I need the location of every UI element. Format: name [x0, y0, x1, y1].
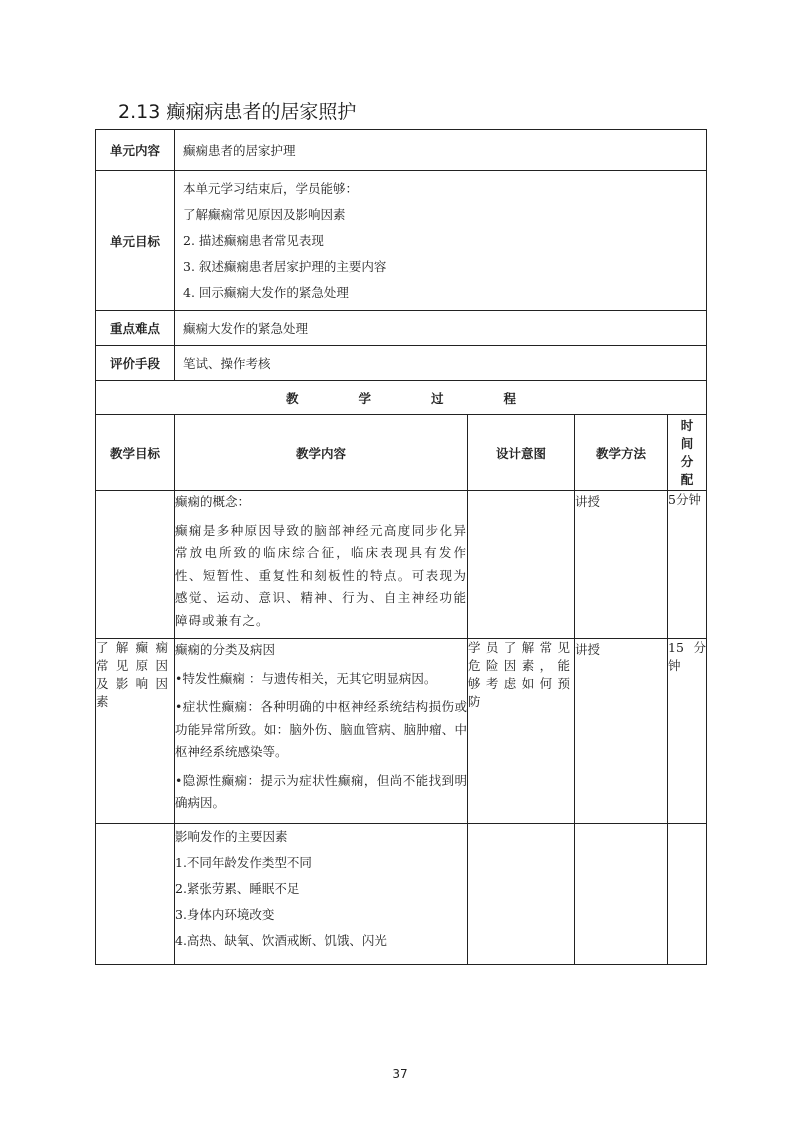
- content-paragraph: •特发性癫痫 ：与遗传相关，无其它明显病因。: [175, 670, 437, 686]
- section-title: 2.13 癫痫病患者的居家照护: [118, 101, 357, 123]
- table-row: [96, 639, 707, 824]
- row-design: [468, 491, 575, 639]
- process-heading-char: 学: [358, 390, 371, 406]
- table-row: [96, 824, 707, 965]
- row-design: [468, 824, 575, 965]
- time-header-char: 分: [680, 453, 694, 469]
- col-header-goal: 教学目标: [96, 415, 175, 491]
- row-goal: [96, 491, 175, 639]
- goal-line: 了解癫痫常见原因及影响因素: [183, 206, 346, 222]
- row-content: [175, 491, 468, 639]
- content-paragraph: •症状性癫痫：各种明确的中枢神经系统结构损伤或功能异常所致。如：脑外伤、脑血管病、脑肿瘤、中枢神经系统感染等。: [175, 699, 467, 759]
- content-paragraph: 癫痫的分类及病因: [175, 642, 276, 657]
- process-heading-char: 过: [431, 390, 444, 406]
- course-table: [95, 129, 707, 965]
- row-time: [668, 824, 707, 965]
- content-line: 影响发作的主要因素: [175, 829, 288, 844]
- goal-line: 本单元学习结束后，学员能够：: [183, 180, 359, 196]
- row-goal: [96, 824, 175, 965]
- unit-goal-value: [175, 171, 707, 311]
- process-heading: [96, 381, 707, 415]
- unit-content-value: 癫痫患者的居家护理: [175, 130, 707, 171]
- row-time: 5分钟: [668, 491, 707, 639]
- row-method: [575, 824, 668, 965]
- content-paragraph: 癫痫的概念：: [175, 494, 251, 509]
- column-header-row: [96, 415, 707, 491]
- content-line: 3.身体内环境改变: [175, 907, 275, 922]
- content-line: 4.高热、缺氧、饮酒戒断、饥饿、闪光: [175, 933, 387, 948]
- evaluation-label: 评价手段: [96, 346, 175, 381]
- key-points-row: [96, 311, 707, 346]
- row-method: 讲授: [575, 639, 668, 824]
- unit-content-label: 单元内容: [96, 130, 175, 171]
- time-header-char: 间: [680, 435, 694, 451]
- unit-content-row: [96, 130, 707, 171]
- goal-line: 2. 描述癫痫患者常见表现: [183, 232, 324, 248]
- col-header-content: 教学内容: [175, 415, 468, 491]
- unit-goal-row: [96, 171, 707, 311]
- row-content: [175, 639, 468, 824]
- key-points-value: 癫痫大发作的紧急处理: [175, 311, 707, 346]
- col-header-method: 教学方法: [575, 415, 668, 491]
- content-paragraph: 癫痫是多种原因导致的脑部神经元高度同步化异常放电所致的临床综合征，临床表现具有发作性、短暂性、重复性和刻板性的特点。可表现为感觉、运动、意识、精神、行为、自主神经功能障碍或兼有之。: [175, 522, 467, 628]
- process-heading-row: [96, 381, 707, 415]
- row-design: 学员了解常见危险因素，能够考虑如何预防: [468, 639, 575, 824]
- col-header-time: [668, 415, 707, 491]
- content-line: 2.紧张劳累、睡眠不足: [175, 881, 300, 896]
- process-heading-char: 教: [285, 390, 299, 406]
- evaluation-row: [96, 346, 707, 381]
- row-goal: 了解癫痫常见原因及影响因素: [96, 639, 175, 824]
- goal-line: 3. 叙述癫痫患者居家护理的主要内容: [183, 258, 387, 274]
- time-header-char: 时: [680, 417, 694, 433]
- time-header-char: 配: [680, 471, 694, 487]
- row-time: 15分钟: [668, 639, 707, 824]
- row-method: 讲授: [575, 491, 668, 639]
- content-paragraph: •隐源性癫痫：提示为症状性癫痫，但尚不能找到明确病因。: [175, 772, 467, 810]
- col-header-design: 设计意图: [468, 415, 575, 491]
- row-content: [175, 824, 468, 965]
- page-number: 37: [392, 1067, 408, 1081]
- process-heading-char: 程: [503, 390, 517, 406]
- table-row: [96, 491, 707, 639]
- key-points-label: 重点难点: [96, 311, 175, 346]
- goal-line: 4. 回示癫痫大发作的紧急处理: [183, 284, 349, 300]
- content-line: 1.不同年龄发作类型不同: [175, 855, 312, 870]
- unit-goal-label: 单元目标: [96, 171, 175, 311]
- evaluation-value: 笔试、操作考核: [175, 346, 707, 381]
